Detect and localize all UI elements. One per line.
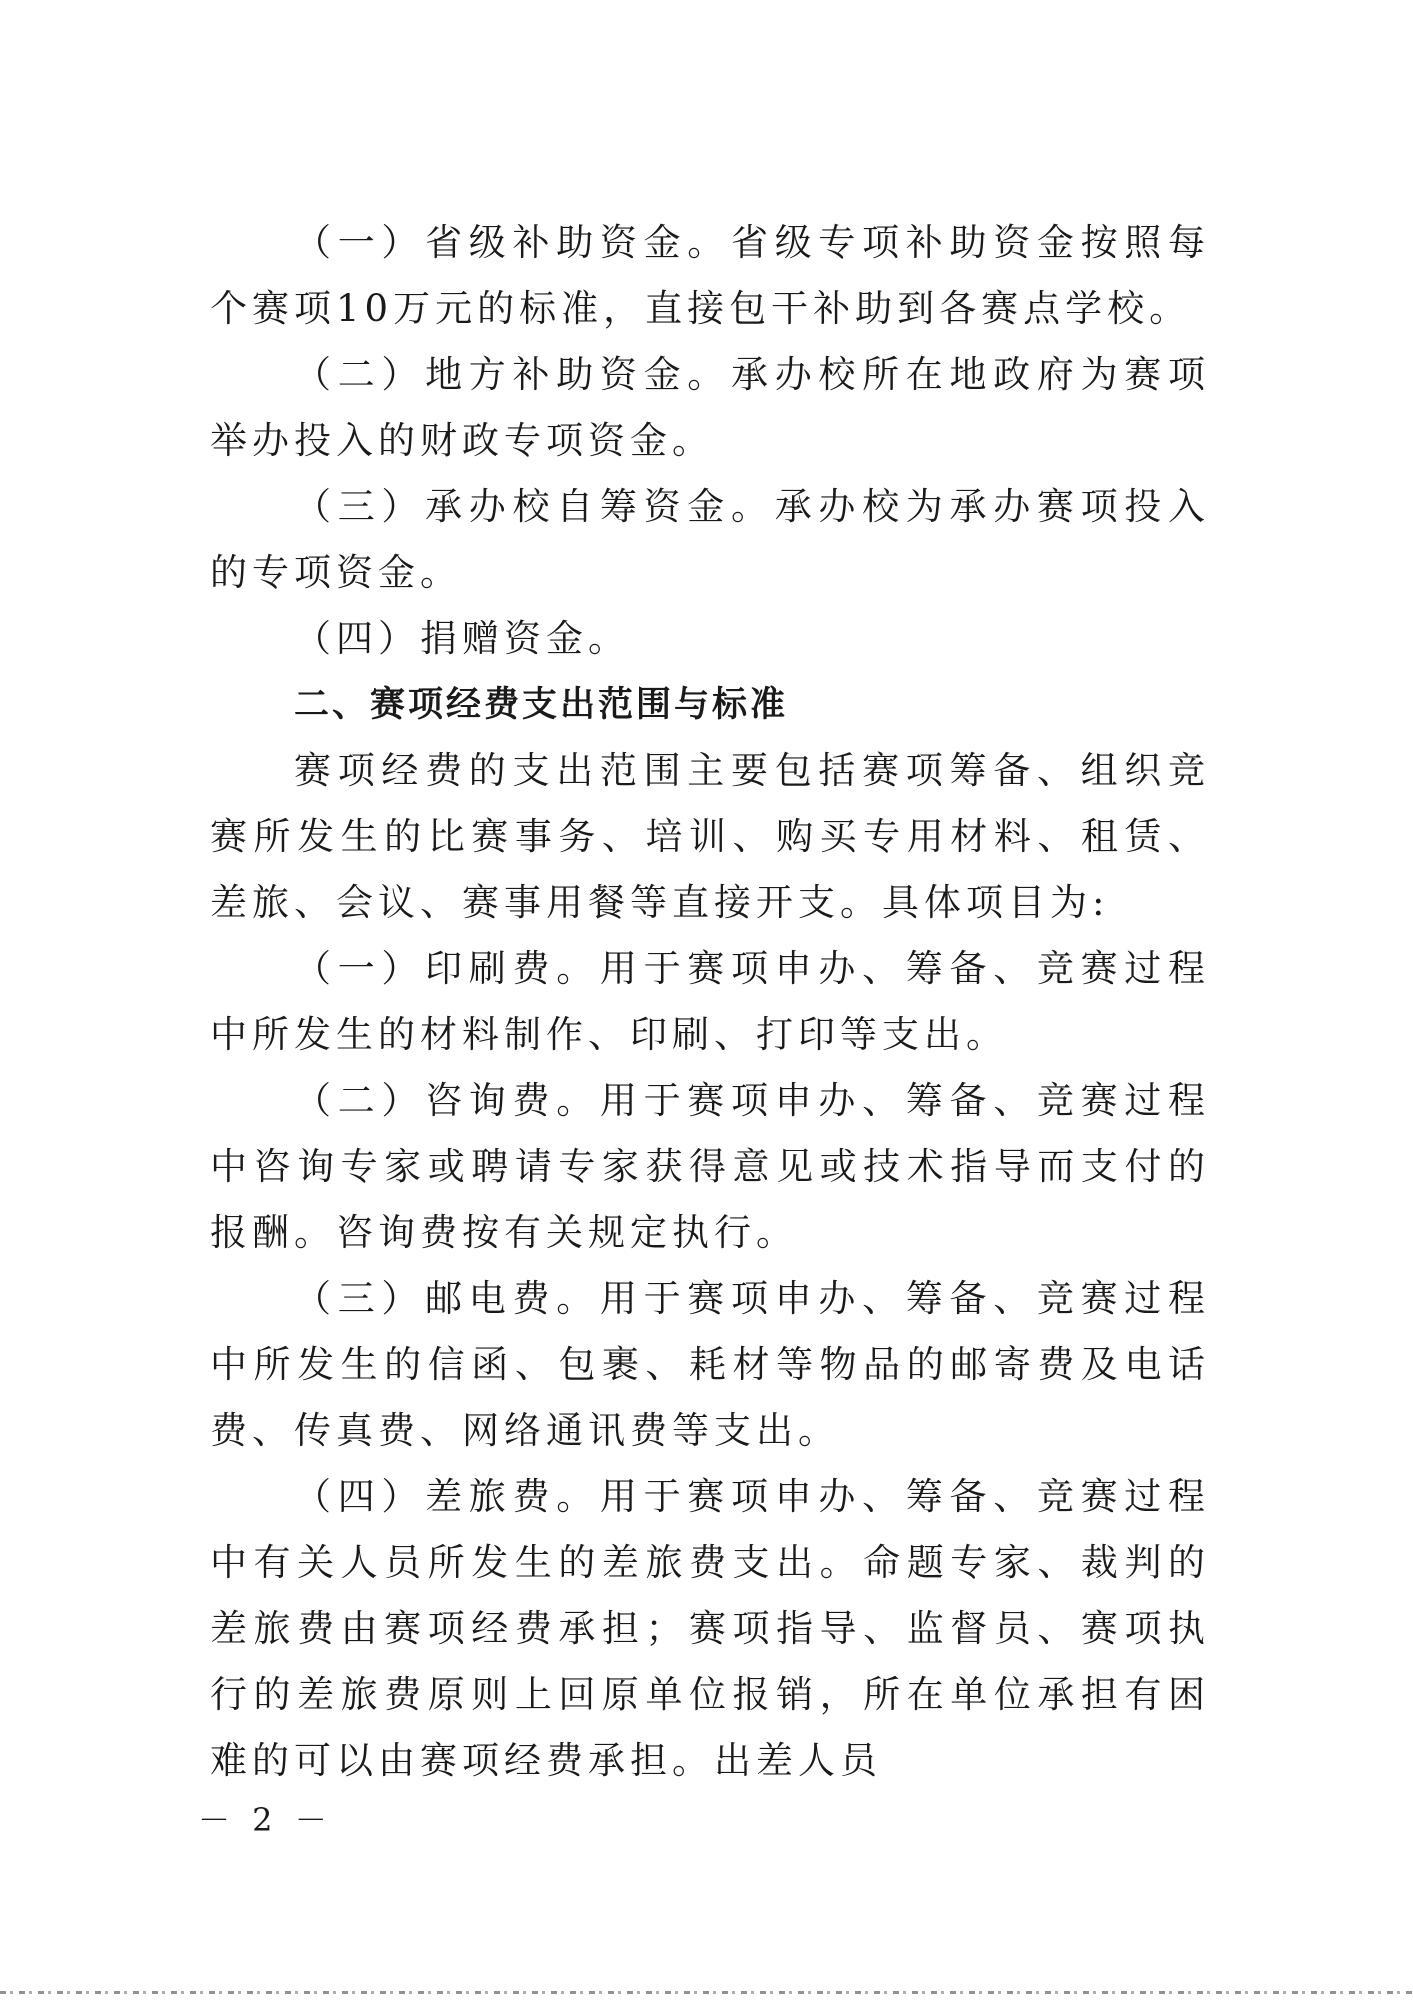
document-body bbox=[210, 210, 1210, 1794]
paragraph-travel-fee: （四）差旅费。用于赛项申办、筹备、竞赛过程中有关人员所发生的差旅费支出。命题专家、裁判的差旅费由赛项经费承担；赛项指导、监督员、赛项执行的差旅费原则上回原单位报销，所在单位承担有困难的可以由赛项经费承担。出差人员 bbox=[210, 1475, 1210, 1782]
paragraph-provincial-subsidy: （一）省级补助资金。省级专项补助资金按照每个赛项10万元的标准，直接包干补助到各赛点学校。 bbox=[210, 221, 1210, 330]
section-heading-expense-scope: 二、赛项经费支出范围与标准 bbox=[294, 685, 789, 725]
paragraph-consulting-fee: （二）咨询费。用于赛项申办、筹备、竞赛过程中咨询专家或聘请专家获得意见或技术指导而支付的报酬。咨询费按有关规定执行。 bbox=[210, 1079, 1210, 1254]
paragraph-donation: （四）捐赠资金。 bbox=[294, 617, 630, 660]
page-number: － 2 － bbox=[198, 1801, 333, 1839]
paragraph-school-self-raised: （三）承办校自筹资金。承办校为承办赛项投入的专项资金。 bbox=[210, 485, 1210, 594]
paragraph-printing-fee: （一）印刷费。用于赛项申办、筹备、竞赛过程中所发生的材料制作、印刷、打印等支出。 bbox=[210, 947, 1210, 1056]
paragraph-postal-telecom-fee: （三）邮电费。用于赛项申办、筹备、竞赛过程中所发生的信函、包裹、耗材等物品的邮寄费及电话费、传真费、网络通讯费等支出。 bbox=[210, 1277, 1210, 1452]
paragraph-local-subsidy: （二）地方补助资金。承办校所在地政府为赛项举办投入的财政专项资金。 bbox=[210, 353, 1210, 462]
paragraph-expense-scope-intro: 赛项经费的支出范围主要包括赛项筹备、组织竞赛所发生的比赛事务、培训、购买专用材料、租赁、差旅、会议、赛事用餐等直接开支。具体项目为: bbox=[210, 749, 1210, 924]
scan-edge-artifact bbox=[0, 1991, 1413, 1994]
